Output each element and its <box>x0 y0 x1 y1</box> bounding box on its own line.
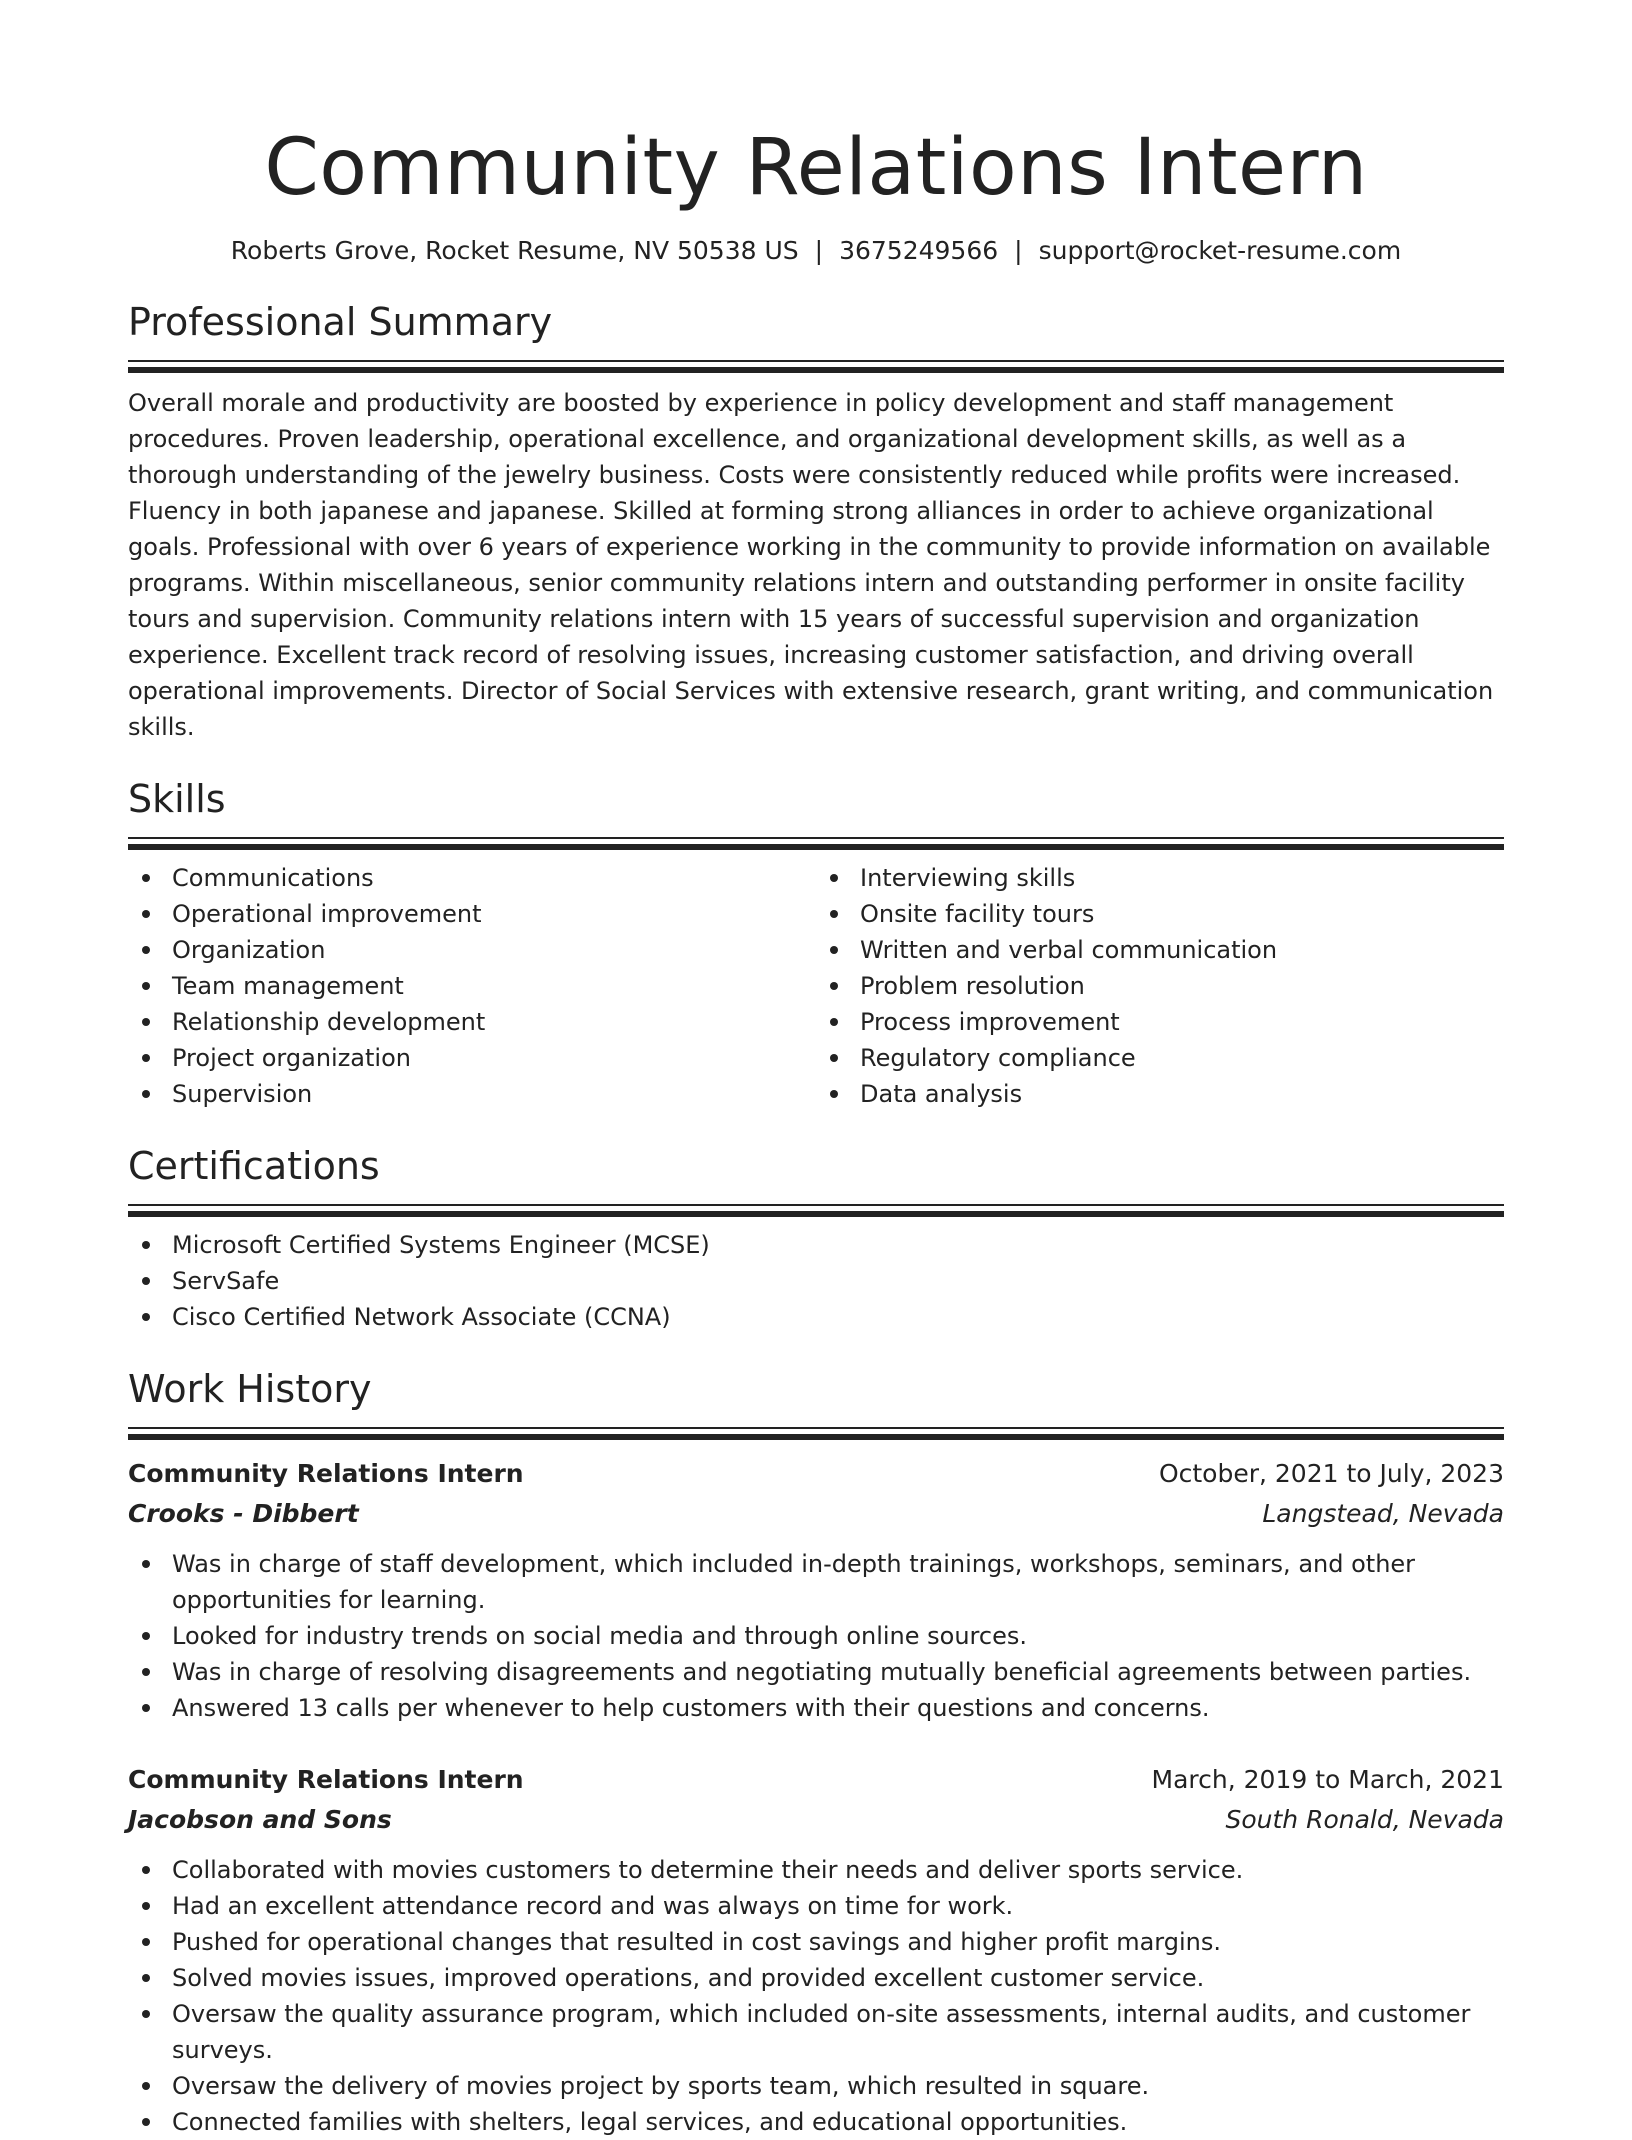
job-duties <box>128 1546 1504 1726</box>
duty-item <box>128 1924 1504 1960</box>
section-title: Work History <box>128 1367 372 1411</box>
certification-item <box>128 1263 1504 1299</box>
skill-label: Onsite facility tours <box>860 900 1095 928</box>
bullet-icon <box>142 1241 150 1249</box>
summary-text: Overall morale and productivity are boosted by experience in policy development and staff management procedures. Proven leadership, operational excellence, and organizational development skills, as well as a thorough understanding of the jewelry business. Costs were consistently reduced while profits were increased. Fluency in both japanese and japanese. Skilled at forming strong alliances in order to achieve organizational goals. Professional with over 6 years of experience working in the community to provide information on available programs. Within miscellaneous, senior community relations intern and outstanding performer in onsite facility tours and supervision. Community relations intern with 15 years of successful supervision and organization experience. Excellent track record of resolving issues, increasing customer satisfaction, and driving overall operational improvements. Director of Social Services with extensive research, grant writing, and communication skills. <box>128 389 1494 741</box>
skill-item <box>816 1040 1504 1076</box>
skill-item <box>816 1076 1504 1112</box>
contact-address: Roberts Grove, Rocket Resume, NV 50538 US <box>230 236 799 265</box>
skill-label: Team management <box>172 972 404 1000</box>
job-location: South Ronald, Nevada <box>1225 1805 1504 1834</box>
section-divider <box>128 360 1504 373</box>
bullet-icon <box>142 2010 150 2018</box>
job-entry <box>128 1454 1504 1726</box>
skill-item <box>816 1004 1504 1040</box>
bullet-icon <box>142 982 150 990</box>
skills-list-right <box>816 860 1504 1112</box>
section-title: Skills <box>128 777 226 821</box>
job-subheader <box>128 1494 1504 1534</box>
skill-item <box>816 932 1504 968</box>
bullet-icon <box>142 1866 150 1874</box>
contact-email: support@rocket-resume.com <box>1038 236 1402 265</box>
bullet-icon <box>830 1090 838 1098</box>
bullet-icon <box>142 1054 150 1062</box>
resume-header <box>128 120 1504 268</box>
bullet-icon <box>142 1090 150 1098</box>
duty-item <box>128 2104 1504 2140</box>
work-history-section <box>128 1365 1504 2140</box>
duty-item <box>128 1852 1504 1888</box>
duty-text: Was in charge of staff development, which included in-depth trainings, workshops, seminars, and other opportunities for learning. <box>172 1550 1416 1614</box>
section-divider <box>128 1204 1504 1217</box>
bullet-icon <box>142 946 150 954</box>
contact-separator: | <box>814 236 824 265</box>
bullet-icon <box>830 874 838 882</box>
skill-item <box>128 896 816 932</box>
job-header <box>128 1760 1504 1800</box>
duty-text: Looked for industry trends on social media and through online sources. <box>172 1622 1027 1650</box>
skill-item <box>128 932 816 968</box>
skill-item <box>816 896 1504 932</box>
bullet-icon <box>142 874 150 882</box>
duty-text: Collaborated with movies customers to determine their needs and deliver sports service. <box>172 1856 1244 1884</box>
bullet-icon <box>142 1313 150 1321</box>
bullet-icon <box>142 1632 150 1640</box>
duty-text: Solved movies issues, improved operations, and provided excellent customer service. <box>172 1964 1205 1992</box>
duty-item <box>128 1546 1504 1618</box>
duty-item <box>128 1618 1504 1654</box>
duty-text: Oversaw the quality assurance program, which included on-site assessments, internal audits, and customer surveys. <box>172 2000 1471 2064</box>
certifications-section <box>128 1142 1504 1335</box>
skill-item <box>816 860 1504 896</box>
bullet-icon <box>142 1938 150 1946</box>
job-header <box>128 1454 1504 1494</box>
certification-label: Cisco Certified Network Associate (CCNA) <box>172 1303 671 1331</box>
candidate-name: Community Relations Intern <box>264 123 1368 213</box>
job-entry <box>128 1760 1504 2140</box>
bullet-icon <box>142 910 150 918</box>
duty-text: Was in charge of resolving disagreements and negotiating mutually beneficial agreements between parties. <box>172 1658 1472 1686</box>
certification-item <box>128 1299 1504 1335</box>
certifications-list <box>128 1227 1504 1335</box>
skill-item <box>128 1040 816 1076</box>
skill-label: Organization <box>172 936 326 964</box>
section-divider <box>128 837 1504 850</box>
bullet-icon <box>142 1018 150 1026</box>
bullet-icon <box>142 1704 150 1712</box>
contact-line <box>128 234 1504 268</box>
contact-separator: | <box>1014 236 1023 265</box>
bullet-icon <box>830 1018 838 1026</box>
duty-text: Oversaw the delivery of movies project by sports team, which resulted in square. <box>172 2072 1150 2100</box>
job-title: Community Relations Intern <box>128 1459 524 1488</box>
certification-item <box>128 1227 1504 1263</box>
bullet-icon <box>830 1054 838 1062</box>
skills-section <box>128 775 1504 1112</box>
section-title: Professional Summary <box>128 300 553 344</box>
duty-item <box>128 2068 1504 2104</box>
section-title: Certifications <box>128 1144 380 1188</box>
duty-item <box>128 1960 1504 1996</box>
skill-label: Problem resolution <box>860 972 1085 1000</box>
contact-phone: 3675249566 <box>839 236 999 265</box>
job-duties <box>128 1852 1504 2140</box>
bullet-icon <box>830 946 838 954</box>
skill-label: Regulatory compliance <box>860 1044 1136 1072</box>
duty-text: Answered 13 calls per whenever to help customers with their questions and concerns. <box>172 1694 1210 1722</box>
section-divider <box>128 1427 1504 1440</box>
bullet-icon <box>142 1277 150 1285</box>
duty-text: Had an excellent attendance record and was always on time for work. <box>172 1892 1014 1920</box>
bullet-icon <box>830 910 838 918</box>
duty-item <box>128 1690 1504 1726</box>
bullet-icon <box>142 1668 150 1676</box>
skill-label: Project organization <box>172 1044 411 1072</box>
bullet-icon <box>142 2082 150 2090</box>
duty-text: Connected families with shelters, legal services, and educational opportunities. <box>172 2108 1128 2136</box>
skills-list-left <box>128 860 816 1112</box>
skill-label: Interviewing skills <box>860 864 1076 892</box>
duty-item <box>128 1888 1504 1924</box>
skill-item <box>128 860 816 896</box>
skill-item <box>128 1004 816 1040</box>
job-company: Jacobson and Sons <box>128 1805 392 1834</box>
bullet-icon <box>142 2118 150 2126</box>
skill-label: Communications <box>172 864 374 892</box>
skill-label: Supervision <box>172 1080 313 1108</box>
job-company: Crooks - Dibbert <box>128 1499 359 1528</box>
job-title: Community Relations Intern <box>128 1765 524 1794</box>
duty-item <box>128 1996 1504 2068</box>
summary-section <box>128 298 1504 745</box>
job-dates: March, 2019 to March, 2021 <box>1151 1765 1504 1794</box>
job-dates: October, 2021 to July, 2023 <box>1158 1459 1504 1488</box>
certification-label: Microsoft Certified Systems Engineer (MCSE) <box>172 1231 710 1259</box>
skill-label: Relationship development <box>172 1008 486 1036</box>
bullet-icon <box>830 982 838 990</box>
job-subheader <box>128 1800 1504 1840</box>
skill-label: Process improvement <box>860 1008 1120 1036</box>
skill-label: Operational improvement <box>172 900 482 928</box>
skill-label: Written and verbal communication <box>860 936 1278 964</box>
duty-text: Pushed for operational changes that resulted in cost savings and higher profit margins. <box>172 1928 1221 1956</box>
skill-item <box>128 1076 816 1112</box>
bullet-icon <box>142 1902 150 1910</box>
bullet-icon <box>142 1974 150 1982</box>
bullet-icon <box>142 1560 150 1568</box>
duty-item <box>128 1654 1504 1690</box>
job-location: Langstead, Nevada <box>1262 1499 1504 1528</box>
skills-grid <box>128 860 1504 1112</box>
certification-label: ServSafe <box>172 1267 280 1295</box>
skill-item <box>816 968 1504 1004</box>
skill-label: Data analysis <box>860 1080 1023 1108</box>
skill-item <box>128 968 816 1004</box>
